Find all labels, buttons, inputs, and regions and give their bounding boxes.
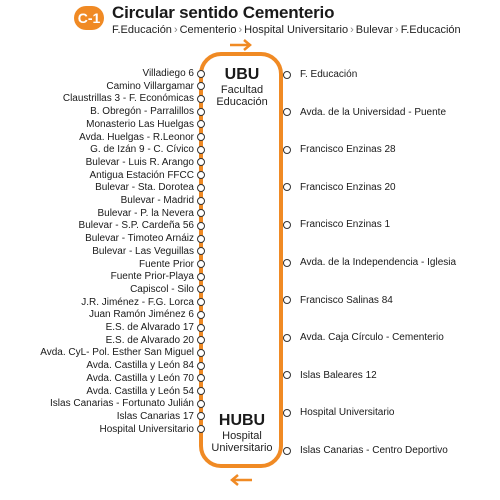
route-point: Cementerio xyxy=(179,24,237,36)
right-stop-label: Francisco Salinas 84 xyxy=(300,294,393,306)
left-stop-label: Capiscol - Silo xyxy=(130,283,194,295)
arrow-left-icon xyxy=(232,475,252,485)
stop-marker xyxy=(197,133,205,141)
left-stop-label: Monasterio Las Huelgas xyxy=(86,118,194,130)
stop-marker xyxy=(197,362,205,370)
terminal-name: Hospital xyxy=(222,430,262,442)
stop-marker xyxy=(283,409,291,417)
left-stop-label: E.S. de Alvarado 17 xyxy=(105,322,194,333)
stop-marker xyxy=(197,108,205,116)
stop-marker xyxy=(197,197,205,205)
chevron-right-icon: › xyxy=(238,24,243,36)
left-stop-label: Fuente Prior xyxy=(138,258,194,270)
stop-marker xyxy=(197,387,205,395)
left-stop-label: Camino Villargamar xyxy=(106,80,194,92)
left-stop-label: Bulevar - Sta. Dorotea xyxy=(95,182,194,194)
left-stop-label: Hospital Universitario xyxy=(99,423,194,435)
stop-marker xyxy=(197,171,205,179)
left-stop-label: Villadiego 6 xyxy=(142,68,194,79)
right-stop-label: Hospital Universitario xyxy=(300,407,395,419)
left-stop-label: Avda. Castilla y León 54 xyxy=(86,385,194,397)
stop-marker xyxy=(283,71,291,79)
stop-marker xyxy=(197,412,205,420)
stop-marker xyxy=(197,273,205,281)
stop-marker xyxy=(283,259,291,267)
left-stop-label: Bulevar - Madrid xyxy=(120,195,194,206)
left-stop-label: E.S. de Alvarado 20 xyxy=(105,334,194,346)
left-stop-label: Bulevar - S.P. Cardeña 56 xyxy=(78,220,194,232)
stop-marker xyxy=(197,82,205,90)
terminal-code: HUBU xyxy=(218,412,266,429)
line-badge: C-1 xyxy=(74,6,104,30)
right-stop-label: Avda. de la Universidad - Puente xyxy=(300,106,447,118)
right-stop-label: F. Educación xyxy=(300,69,358,80)
left-stop-label: Bulevar - Las Veguillas xyxy=(92,245,194,257)
stop-marker xyxy=(283,221,291,229)
route-point: F.Educación xyxy=(400,24,461,36)
stop-marker xyxy=(197,336,205,344)
stop-marker xyxy=(283,371,291,379)
left-stop-label: Antigua Estación FFCC xyxy=(89,169,194,181)
stop-marker xyxy=(283,447,291,455)
stop-marker xyxy=(197,222,205,230)
right-stop-label: Islas Baleares 12 xyxy=(300,369,377,381)
stop-marker xyxy=(197,425,205,433)
arrow-right-icon xyxy=(230,40,250,50)
stop-marker xyxy=(197,70,205,78)
right-stop-label: Francisco Enzinas 20 xyxy=(300,181,396,193)
stop-marker xyxy=(197,120,205,128)
chevron-right-icon: › xyxy=(350,24,354,36)
left-stop-label: Avda. Castilla y León 84 xyxy=(86,360,194,372)
chevron-right-icon: › xyxy=(173,24,178,36)
left-stop-label: Avda. CyL- Pol. Esther San Miguel xyxy=(40,347,194,359)
stop-marker xyxy=(197,349,205,357)
left-stop-label: Bulevar - Timoteo Arnáiz xyxy=(85,233,194,245)
stop-marker xyxy=(197,374,205,382)
stop-marker xyxy=(197,209,205,217)
stop-marker xyxy=(197,311,205,319)
right-stop-label: Islas Canarias - Centro Deportivo xyxy=(300,445,448,456)
route-point: F.Educación xyxy=(112,24,172,36)
stop-marker xyxy=(283,296,291,304)
left-stop-label: Juan Ramón Jiménez 6 xyxy=(88,309,194,321)
left-stop-label: G. de Izán 9 - C. Cívico xyxy=(90,144,194,156)
left-stop-label: Fuente Prior-Playa xyxy=(110,271,194,283)
left-stop-label: Avda. Huelgas - R.Leonor xyxy=(79,131,194,143)
stop-marker xyxy=(197,146,205,154)
left-stop-label: Bulevar - Luis R. Arango xyxy=(85,156,194,168)
route-title: Circular sentido Cementerio xyxy=(112,3,335,22)
stop-marker xyxy=(283,146,291,154)
terminal-code: UBU xyxy=(224,66,260,83)
left-stop-label: J.R. Jiménez - F.G. Lorca xyxy=(81,296,194,308)
stop-marker xyxy=(197,158,205,166)
stop-marker xyxy=(283,183,291,191)
left-stop-label: Islas Canarias 17 xyxy=(116,410,194,422)
left-stop-label: Bulevar - P. la Nevera xyxy=(97,207,194,219)
terminal-name: Universitario xyxy=(211,442,273,454)
stop-marker xyxy=(197,260,205,268)
stop-marker xyxy=(197,298,205,306)
left-stop-label: Claustrillas 3 - F. Económicas xyxy=(62,93,194,105)
bottom-terminal xyxy=(206,412,278,454)
right-stop-label: Francisco Enzinas 28 xyxy=(300,144,396,156)
right-stop-label: Avda. Caja Círculo - Cementerio xyxy=(300,332,444,344)
stop-marker xyxy=(197,247,205,255)
stop-marker xyxy=(197,400,205,408)
left-stop-label: B. Obregón - Parralillos xyxy=(90,106,194,118)
chevron-right-icon: › xyxy=(395,24,399,36)
route-point: Hospital Universitario xyxy=(244,24,349,36)
right-stop-label: Avda. de la Independencia - Iglesia xyxy=(300,257,457,268)
stop-marker xyxy=(197,235,205,243)
top-terminal xyxy=(210,66,274,108)
route-point: Bulevar xyxy=(355,24,394,36)
stop-marker xyxy=(197,324,205,332)
stop-marker xyxy=(197,285,205,293)
terminal-name: Facultad xyxy=(220,84,264,96)
stop-marker xyxy=(283,108,291,116)
stop-marker xyxy=(283,334,291,342)
right-stop-label: Francisco Enzinas 1 xyxy=(300,219,391,231)
terminal-name: Educación xyxy=(216,96,268,108)
stop-marker xyxy=(197,95,205,103)
stop-marker xyxy=(197,184,205,192)
left-stop-label: Avda. Castilla y León 70 xyxy=(86,372,194,384)
left-stop-label: Islas Canarias - Fortunato Julián xyxy=(50,398,194,410)
